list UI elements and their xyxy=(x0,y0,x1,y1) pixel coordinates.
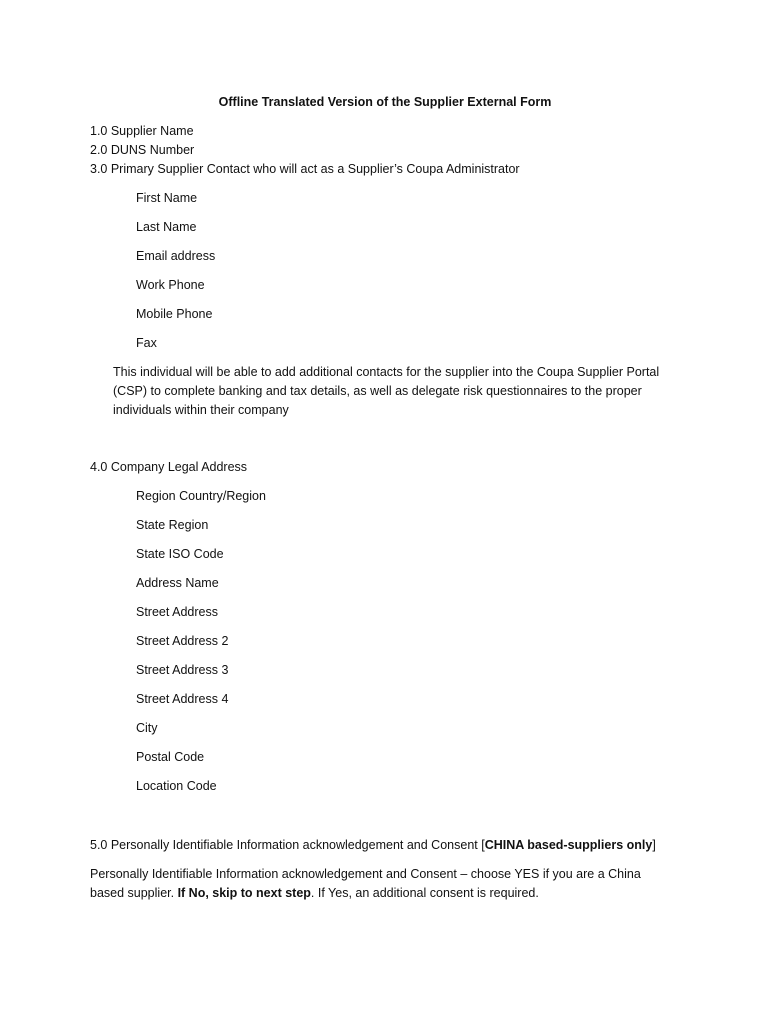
contact-field-last-name: Last Name xyxy=(136,220,197,234)
section-pii-prefix: 5.0 Personally Identifiable Information acknowledgement and Consent [ xyxy=(90,838,485,852)
consent-skip-instruction: If No, skip to next step xyxy=(177,886,311,900)
contact-note: This individual will be able to add additional contacts for the supplier into the Coupa Supplier Portal (CSP) to complete banking and tax details, as well as delegate risk questionnaires to the proper individuals within their company xyxy=(113,365,660,417)
address-field-state-region: State Region xyxy=(136,518,209,532)
address-field-region: Region Country/Region xyxy=(136,489,266,503)
section-pii-china-only: CHINA based-suppliers only xyxy=(484,838,653,852)
address-field-state-iso: State ISO Code xyxy=(136,547,224,561)
section-pii-consent xyxy=(90,836,656,855)
contact-field-work-phone: Work Phone xyxy=(136,278,205,292)
address-field-postal-code: Postal Code xyxy=(136,750,205,764)
consent-text-1: Personally Identifiable Information acknowledgement and Consent – choose YES if you are a China based supplier. xyxy=(90,867,641,900)
section-duns-number: 2.0 DUNS Number xyxy=(90,143,195,157)
address-field-street-2: Street Address 2 xyxy=(136,634,229,648)
contact-field-first-name: First Name xyxy=(136,191,198,205)
form-title: Offline Translated Version of the Supplier External Form xyxy=(218,95,552,109)
section-pii-suffix: ] xyxy=(652,838,656,852)
address-field-street-1: Street Address xyxy=(136,605,218,619)
section-supplier-name: 1.0 Supplier Name xyxy=(90,124,194,138)
address-field-address-name: Address Name xyxy=(136,576,219,590)
contact-field-fax: Fax xyxy=(136,336,157,350)
section-primary-contact: 3.0 Primary Supplier Contact who will act as a Supplier’s Coupa Administrator xyxy=(90,162,520,176)
consent-text-2: . If Yes, an additional consent is required. xyxy=(310,886,539,900)
section-company-legal-address: 4.0 Company Legal Address xyxy=(90,460,248,474)
address-field-location-code: Location Code xyxy=(136,779,217,793)
address-field-street-4: Street Address 4 xyxy=(136,692,229,706)
contact-field-email: Email address xyxy=(136,249,216,263)
address-field-city: City xyxy=(136,721,158,735)
contact-field-mobile-phone: Mobile Phone xyxy=(136,307,213,321)
consent-paragraph xyxy=(90,865,660,903)
address-field-street-3: Street Address 3 xyxy=(136,663,229,677)
